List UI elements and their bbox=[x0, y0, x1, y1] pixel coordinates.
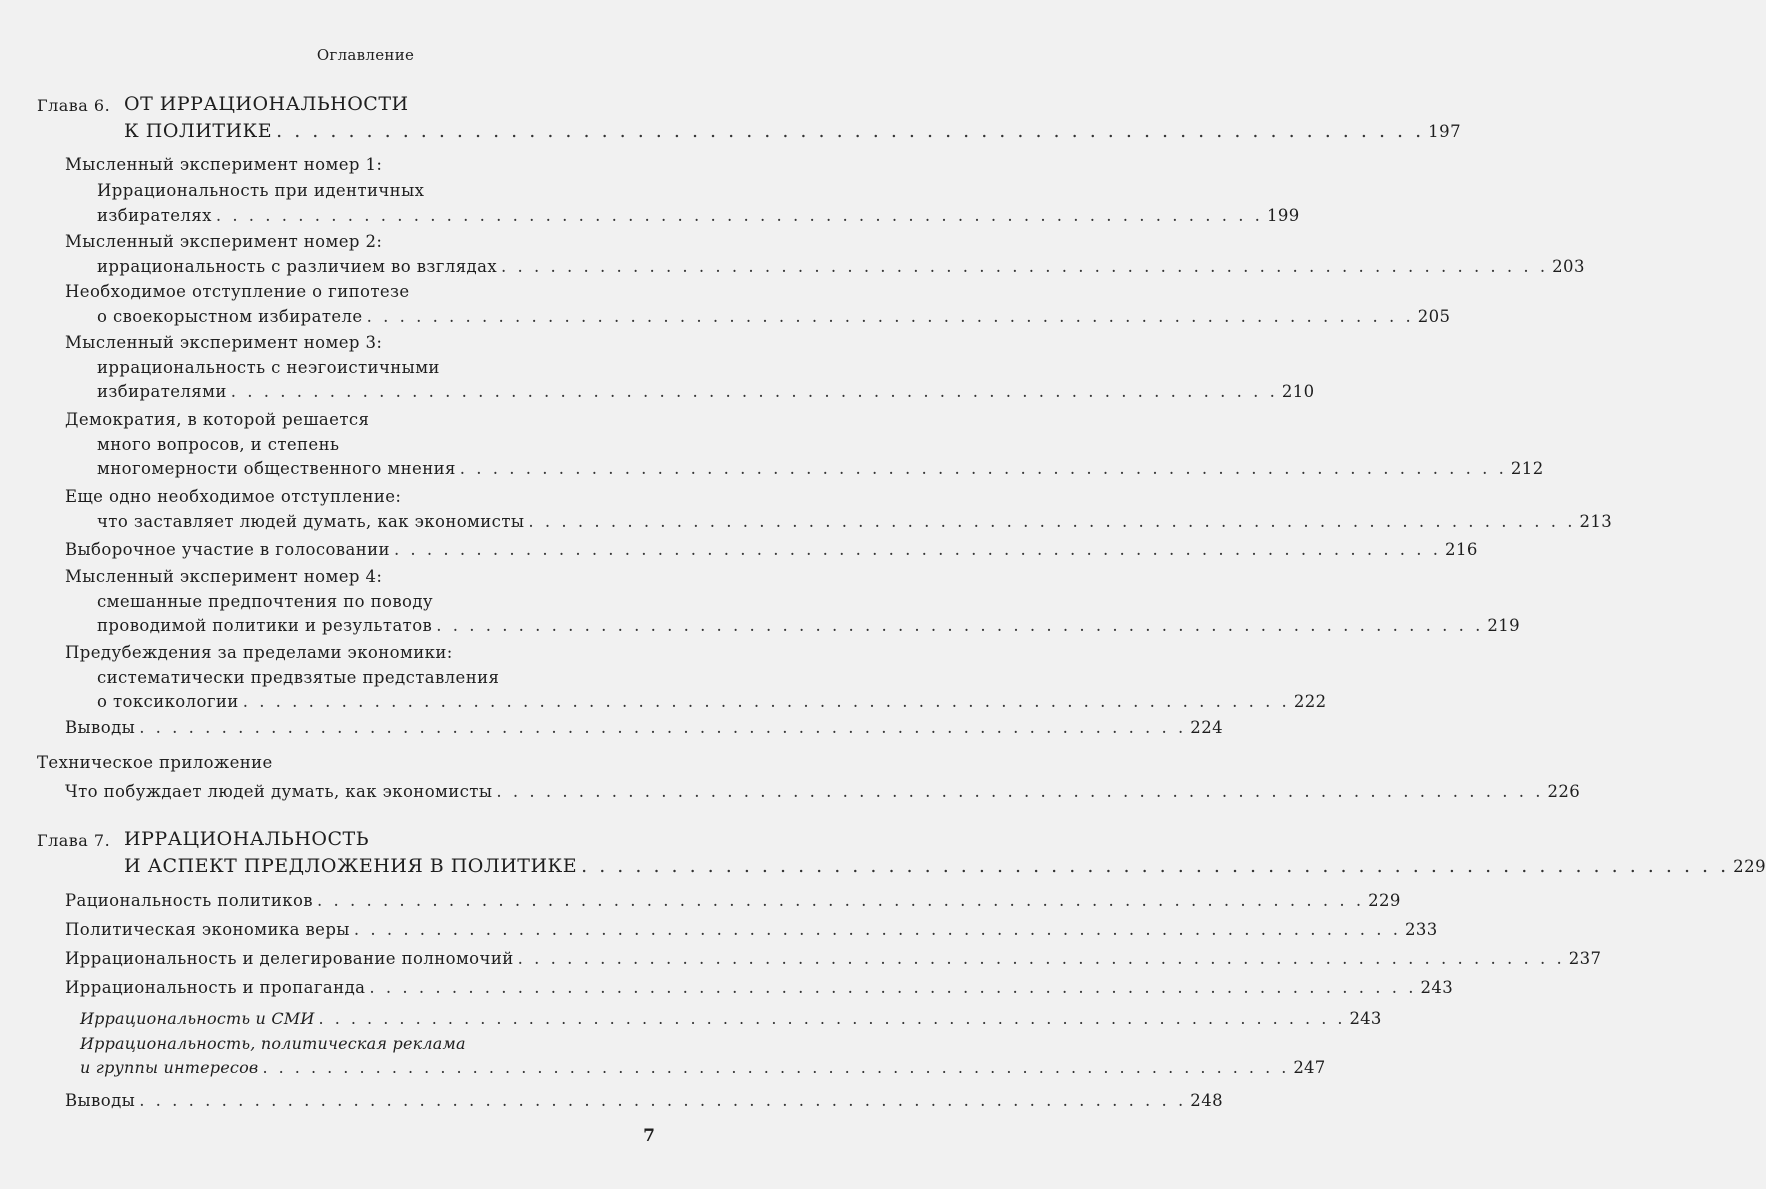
section-title: Мысленный эксперимент номер 4: bbox=[65, 567, 383, 586]
section-title: Выборочное участие в голосовании bbox=[65, 540, 390, 559]
section-page: 203 bbox=[1552, 257, 1585, 276]
dot-leader: . . . . . . . . . . . . . . . . . . . . . . . . . . . . . . . . . . . . . . . . . . . . . . . . . . . . . . . . . . . . . . . . bbox=[369, 978, 1417, 997]
subsection-page: 243 bbox=[1349, 1009, 1382, 1028]
section-title-cont: проводимой политики и результатов bbox=[97, 616, 433, 635]
dot-leader: . . . . . . . . . . . . . . . . . . . . . . . . . . . . . . . . . . . . . . . . . . . . . . . . . . . . . . . . . . . . . . . . bbox=[528, 512, 1576, 531]
dot-leader: . . . . . . . . . . . . . . . . . . . . . . . . . . . . . . . . . . . . . . . . . . . . . . . . . . . . . . . . . . . . . . . . bbox=[230, 382, 1278, 401]
dot-leader: . . . . . . . . . . . . . . . . . . . . . . . . . . . . . . . . . . . . . . . . . . . . . . . . . . . . . . . . . . . . . . . . bbox=[318, 1009, 1346, 1028]
dot-leader: . . . . . . . . . . . . . . . . . . . . . . . . . . . . . . . . . . . . . . . . . . . . . . . . . . . . . . . . . . . . . . . . bbox=[215, 206, 1263, 225]
dot-leader: . . . . . . . . . . . . . . . . . . . . . . . . . . . . . . . . . . . . . . . . . . . . . . . . . . . . . . . . . . . . . . . . bbox=[436, 616, 1484, 635]
section-page: 237 bbox=[1568, 949, 1602, 968]
section-page: 243 bbox=[1420, 978, 1454, 997]
section-title-cont: Иррациональность при идентичных bbox=[97, 181, 425, 200]
section-title-cont: избирателями bbox=[97, 382, 227, 401]
section-title: Политическая экономика веры bbox=[65, 920, 350, 939]
appendix-title: Техническое приложение bbox=[37, 753, 273, 772]
chapter-6-label: Глава 6. bbox=[37, 96, 111, 115]
subsection-title-cont: и группы интересов bbox=[80, 1058, 259, 1077]
dot-leader: . . . . . . . . . . . . . . . . . . . . . . . . . . . . . . . . . . . . . . . . . . . . . . . . . . . . . . . . . . . . . . . . bbox=[517, 949, 1565, 968]
section-page: 216 bbox=[1445, 540, 1478, 559]
section-page: 224 bbox=[1190, 718, 1223, 737]
toc-entry[interactable] bbox=[97, 512, 1613, 531]
dot-leader: . . . . . . . . . . . . . . . . . . . . . . . . . . . . . . . . . . . . . . . . . . . . . . . . . . . . . . . . . . . . . . . . bbox=[459, 459, 1507, 478]
section-title: Иррациональность и делегирование полномочий bbox=[65, 949, 514, 968]
subsection-page: 247 bbox=[1293, 1058, 1326, 1077]
toc-entry[interactable] bbox=[97, 307, 1451, 326]
toc-entry[interactable] bbox=[65, 1091, 1223, 1110]
dot-leader: . . . . . . . . . . . . . . . . . . . . . . . . . . . . . . . . . . . . . . . . . . . . . . . . . . . . . . . . . . . . . . . . bbox=[262, 1058, 1290, 1077]
section-page: 233 bbox=[1404, 920, 1438, 939]
section-page: 213 bbox=[1579, 512, 1613, 531]
section-page: 248 bbox=[1190, 1091, 1223, 1110]
toc-entry[interactable] bbox=[65, 891, 1401, 910]
toc-entry-appendix[interactable] bbox=[65, 782, 1581, 801]
section-page: 205 bbox=[1417, 307, 1451, 326]
section-page: 219 bbox=[1487, 616, 1521, 635]
dot-leader: . . . . . . . . . . . . . . . . . . . . . . . . . . . . . . . . . . . . . . . . . . . . . . . . . . . . . . . . . . . . . . . . bbox=[393, 540, 1442, 559]
section-page: 212 bbox=[1510, 459, 1544, 478]
dot-leader: . . . . . . . . . . . . . . . . . . . . . . . . . . . . . . . . . . . . . . . . . . . . . . . . . . . . . . . . . . . . . . . . bbox=[242, 692, 1290, 711]
section-title: Мысленный эксперимент номер 2: bbox=[65, 232, 383, 251]
section-title-cont: о своекорыстном избирателе bbox=[97, 307, 363, 326]
section-title-cont: смешанные предпочтения по поводу bbox=[97, 592, 434, 611]
chapter-7-title-line1: ИРРАЦИОНАЛЬНОСТЬ bbox=[124, 828, 370, 850]
section-title: Иррациональность и пропаганда bbox=[65, 978, 366, 997]
appendix-item: Что побуждает людей думать, как экономисты bbox=[65, 782, 493, 801]
chapter-6-title-line1: ОТ ИРРАЦИОНАЛЬНОСТИ bbox=[124, 93, 409, 115]
toc-entry[interactable] bbox=[97, 616, 1521, 635]
section-title-cont: что заставляет людей думать, как экономисты bbox=[97, 512, 525, 531]
section-title-cont: иррациональность с различием во взглядах bbox=[97, 257, 498, 276]
toc-entry[interactable] bbox=[97, 257, 1585, 276]
toc-entry-subsection[interactable] bbox=[80, 1009, 1382, 1028]
section-page: 222 bbox=[1293, 692, 1327, 711]
toc-entry[interactable] bbox=[97, 206, 1300, 225]
dot-leader: . . . . . . . . . . . . . . . . . . . . . . . . . . . . . . . . . . . . . . . . . . . . . . . . . . . . . . . . . . . . . . . . bbox=[581, 855, 1730, 877]
dot-leader: . . . . . . . . . . . . . . . . . . . . . . . . . . . . . . . . . . . . . . . . . . . . . . . . . . . . . . . . . . . . . . . . bbox=[139, 1091, 1187, 1110]
section-page: 199 bbox=[1266, 206, 1300, 225]
section-title: Выводы bbox=[65, 1091, 136, 1110]
dot-leader: . . . . . . . . . . . . . . . . . . . . . . . . . . . . . . . . . . . . . . . . . . . . . . . . . . . . . . . . . . . . . . . . bbox=[366, 307, 1414, 326]
chapter-7-label: Глава 7. bbox=[37, 831, 111, 850]
chapter-6-title-line2: К ПОЛИТИКЕ bbox=[124, 120, 273, 142]
chapter-7-page: 229 bbox=[1733, 857, 1766, 876]
dot-leader: . . . . . . . . . . . . . . . . . . . . . . . . . . . . . . . . . . . . . . . . . . . . . . . . . . . . . . . . . . . . . . . . bbox=[316, 891, 1365, 910]
section-title: Еще одно необходимое отступление: bbox=[65, 487, 402, 506]
toc-entry[interactable] bbox=[65, 920, 1438, 939]
section-title-cont: много вопросов, и степень bbox=[97, 435, 340, 454]
section-page: 229 bbox=[1368, 891, 1401, 910]
section-title-cont: иррациональность с неэгоистичными bbox=[97, 358, 440, 377]
section-title-cont: систематически предвзятые представления bbox=[97, 668, 500, 687]
dot-leader: . . . . . . . . . . . . . . . . . . . . . . . . . . . . . . . . . . . . . . . . . . . . . . . . . . . . . . . . . . . . . . . . bbox=[139, 718, 1187, 737]
running-head: Оглавление bbox=[316, 46, 415, 64]
section-title-cont: о токсикологии bbox=[97, 692, 239, 711]
dot-leader: . . . . . . . . . . . . . . . . . . . . . . . . . . . . . . . . . . . . . . . . . . . . . . . . . . . . . . . . . . . . . . . . bbox=[501, 257, 1549, 276]
section-title: Выводы bbox=[65, 718, 136, 737]
dot-leader: . . . . . . . . . . . . . . . . . . . . . . . . . . . . . . . . . . . . . . . . . . . . . . . . . . . . . . . . . . . . . . . . bbox=[276, 120, 1425, 142]
dot-leader: . . . . . . . . . . . . . . . . . . . . . . . . . . . . . . . . . . . . . . . . . . . . . . . . . . . . . . . . . . . . . . . . bbox=[353, 920, 1401, 939]
page-number: 7 bbox=[643, 1126, 655, 1146]
toc-entry[interactable] bbox=[65, 718, 1223, 737]
section-title-cont: избирателях bbox=[97, 206, 212, 225]
toc-entry[interactable] bbox=[97, 459, 1544, 478]
section-title: Необходимое отступление о гипотезе bbox=[65, 282, 410, 301]
toc-entry-chapter-7[interactable] bbox=[124, 855, 1766, 877]
toc-entry[interactable] bbox=[97, 382, 1315, 401]
toc-entry[interactable] bbox=[65, 949, 1602, 968]
toc-entry[interactable] bbox=[65, 540, 1478, 559]
section-page: 210 bbox=[1281, 382, 1315, 401]
dot-leader: . . . . . . . . . . . . . . . . . . . . . . . . . . . . . . . . . . . . . . . . . . . . . . . . . . . . . . . . . . . . . . . . bbox=[496, 782, 1544, 801]
section-title: Рациональность политиков bbox=[65, 891, 313, 910]
chapter-6-page: 197 bbox=[1428, 122, 1462, 141]
section-title-cont: многомерности общественного мнения bbox=[97, 459, 456, 478]
section-title: Мысленный эксперимент номер 1: bbox=[65, 155, 383, 174]
chapter-7-title-line2: И АСПЕКТ ПРЕДЛОЖЕНИЯ В ПОЛИТИКЕ bbox=[124, 855, 578, 877]
toc-entry-chapter-6[interactable] bbox=[124, 120, 1462, 142]
section-title: Демократия, в которой решается bbox=[65, 410, 370, 429]
toc-entry-subsection[interactable] bbox=[80, 1058, 1326, 1077]
toc-entry[interactable] bbox=[65, 978, 1454, 997]
subsection-title: Иррациональность и СМИ bbox=[80, 1009, 315, 1028]
appendix-page: 226 bbox=[1547, 782, 1581, 801]
subsection-title: Иррациональность, политическая реклама bbox=[80, 1034, 466, 1053]
toc-entry[interactable] bbox=[97, 692, 1327, 711]
section-title: Предубеждения за пределами экономики: bbox=[65, 643, 453, 662]
section-title: Мысленный эксперимент номер 3: bbox=[65, 333, 383, 352]
